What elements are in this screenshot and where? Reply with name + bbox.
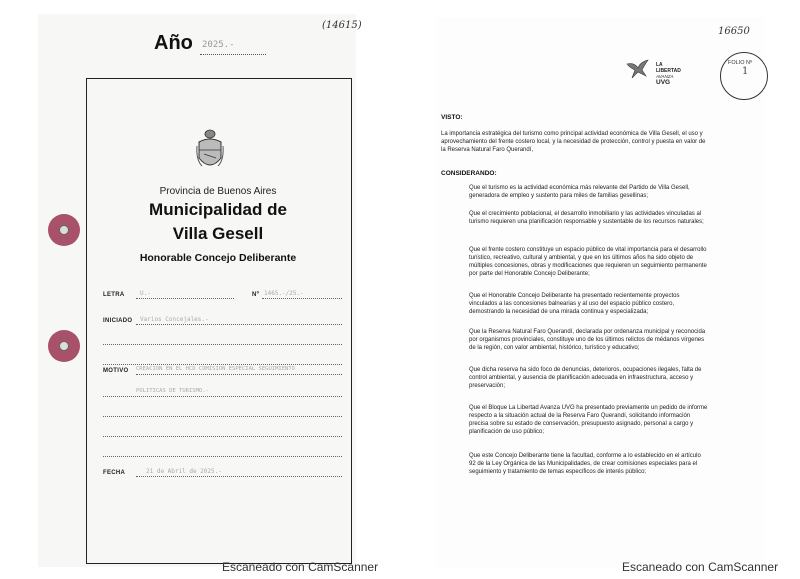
motivo-label: MOTIVO	[103, 368, 129, 374]
considerando-item: Que dicha reserva ha sido foco de denuncias, deterioros, ocupaciones ilegales, falta de control ambiental, y ausencia de planificación adecuada en infraestructura, acceso y preservación;	[469, 367, 702, 389]
year-label: Año	[154, 32, 193, 54]
blank-line-3	[103, 416, 342, 417]
considerando-item: Que este Concejo Deliberante tiene la facultad, conforme a lo establecido en el artículo 92 de la Ley Orgánica de las Municipalidades, de crear comisiones especiales para el seguimiento y tratamiento de temas específicos de interés público;	[469, 453, 701, 475]
motivo-value-line1: CREACION EN EL HCD COMISION ESPECIAL SEGUIMIENTO	[136, 366, 295, 372]
municipality-title-line2: Villa Gesell	[172, 224, 264, 243]
iniciado-line	[136, 324, 342, 325]
folio-label: FOLIO Nº	[728, 60, 753, 66]
scanner-watermark-left: Escaneado con CamScanner	[222, 560, 379, 574]
blank-line-4	[103, 436, 342, 437]
municipality-title-line1: Municipalidad de	[149, 200, 287, 219]
considerando-item: Que el crecimiento poblacional, el desarrollo inmobiliario y las actividades vinculadas al turismo requieren una planificación responsable y sustentable de los recursos naturales;	[469, 211, 704, 225]
logo-line4: UVG	[656, 79, 671, 86]
motivo-value-line2: POLITICAS DE TURISMO.-	[136, 388, 209, 394]
province-seal-icon	[196, 128, 224, 174]
iniciado-label: INICIADO	[103, 318, 133, 324]
fecha-line	[136, 476, 342, 477]
logo-line1: LA	[656, 62, 663, 68]
handwritten-file-number: (14615)	[322, 20, 362, 31]
scanner-watermark-right: Escaneado con CamScanner	[622, 560, 779, 574]
project-page	[436, 18, 764, 567]
letra-line	[136, 298, 234, 299]
considerando-item: Que el Bloque La Libertad Avanza UVG ha presentado previamente un pedido de informe respecto a la situación actual de la Reserva Faro Querandí, solicitando información precisa sobre su estado de conservación, presupuesto asignado, personal a cargo y planificación de uso público;	[469, 405, 708, 435]
considerando-heading: CONSIDERANDO:	[441, 170, 497, 177]
logo-line2: LIBERTAD	[656, 68, 681, 74]
considerando-item: Que el Honorable Concejo Deliberante ha presentado recientemente proyectos vinculados a las concesiones balnearias y al uso del espacio público costero, demostrando la necesidad de una mirada continua y especializada;	[469, 293, 680, 315]
expediente-cover	[38, 14, 362, 567]
binder-hole-top	[48, 214, 80, 246]
visto-text: La importancia estratégica del turismo como principal actividad económica de Villa Gesell, el uso y aprovechamiento del frente costero local, y la necesidad de protección, control y puesta en valor de la Reserva Natural Faro Querandí,	[441, 131, 706, 153]
visto-heading: VISTO:	[441, 114, 463, 121]
eagle-logo-icon	[626, 58, 652, 80]
fecha-label: FECHA	[103, 470, 126, 476]
logo-line3: AVANZA	[656, 74, 674, 79]
letra-label: LETRA	[103, 292, 125, 298]
letra-value: U.-	[140, 290, 151, 297]
numero-line	[262, 298, 342, 299]
blank-line-2	[103, 364, 342, 365]
numero-value: 1465.-/25.-	[264, 290, 304, 297]
party-logo	[656, 62, 681, 86]
considerando-item: Que la Reserva Natural Faro Querandí, declarada por ordenanza municipal y reconocida por organismos provinciales, constituye uno de los últimos relictos de médanos vírgenes de la región, con valor ambiental, histórico, turístico y educativo;	[469, 329, 706, 351]
considerando-item: Que el frente costero constituye un espacio público de vital importancia para el desarrollo turístico, recreativo, cultural y ambiental, y que en los últimos años ha sido objeto de múltiples concesiones, obras y modificaciones que requieren un seguimiento permanente por parte del Honorable Concejo Deliberante;	[469, 247, 707, 277]
handwritten-stamp-number: 16650	[718, 26, 750, 37]
folio-value: 1	[742, 66, 749, 77]
year-dotted-line	[200, 54, 266, 55]
province-name: Provincia de Buenos Aires	[159, 186, 277, 197]
iniciado-value: Varios Concejales.-	[140, 316, 209, 323]
fecha-value: 21 de Abril de 2025.-	[146, 468, 222, 475]
binder-hole-bottom	[48, 330, 80, 362]
council-name: Honorable Concejo Deliberante	[139, 252, 297, 264]
numero-label: Nº	[252, 292, 260, 298]
year-value: 2025.-	[202, 40, 235, 50]
considerando-item: Que el turismo es la actividad económica más relevante del Partido de Villa Gesell, generadora de empleo y sustento para miles de familias gesellinas;	[469, 185, 690, 199]
blank-line-5	[103, 456, 342, 457]
blank-line-1	[103, 344, 342, 345]
motivo-line-2	[103, 396, 342, 397]
motivo-line-1	[136, 374, 342, 375]
